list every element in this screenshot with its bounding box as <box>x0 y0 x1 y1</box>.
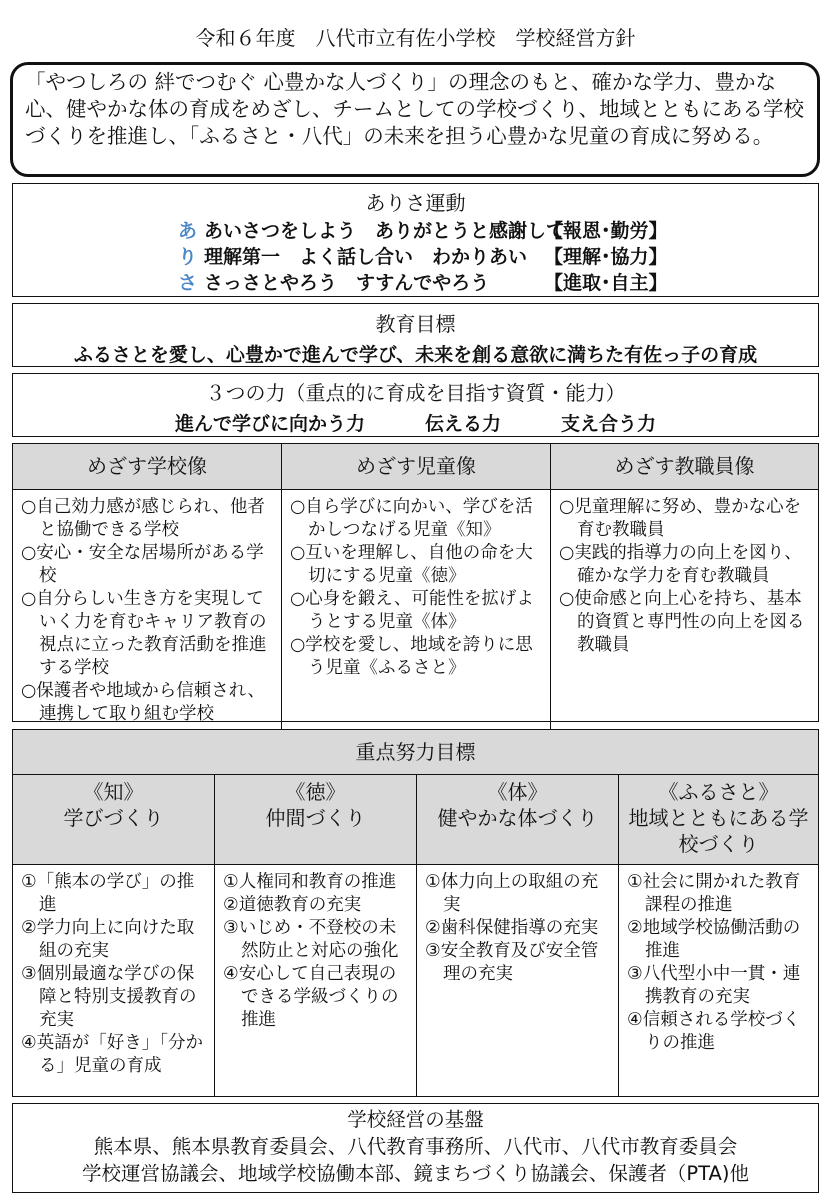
list-item: ③八代型小中一貫・連携教育の充実 <box>627 964 801 1007</box>
arisa-kana: あ <box>178 220 198 242</box>
list-item: ②道徳教育の充実 <box>223 895 362 915</box>
list-item: ○保護者や地域から信頼され、連携して取り組む学校 <box>21 681 265 724</box>
focus-list-body <box>417 865 619 1096</box>
staff-image-header: めざす教職員像 <box>551 444 818 489</box>
list-item: ○学校を愛し、地域を誇りに思う児童《ふるさと》 <box>290 635 533 678</box>
list-item: ○心身を鍛え、可能性を拡げようとする児童《体》 <box>290 589 534 632</box>
list-item: ○実践的指導力の向上を図り、確かな学力を育む教職員 <box>559 543 802 586</box>
list-item: ①「熊本の学び」の推進 <box>21 872 195 915</box>
images-table <box>12 443 819 722</box>
philosophy-box <box>10 62 820 177</box>
focus-title: 重点努力目標 <box>13 730 818 775</box>
list-item: ○自ら学びに向かい、学びを活かしつなげる児童《知》 <box>290 497 533 540</box>
arisa-kana: さ <box>178 272 198 294</box>
focus-header-hometown <box>619 775 818 864</box>
base-section <box>12 1103 819 1193</box>
list-item: ③安全教育及び安全管理の充実 <box>425 941 599 984</box>
list-item: ②学力向上に向けた取組の充実 <box>21 918 195 961</box>
staff-image-list <box>551 490 818 730</box>
goal-title: 教育目標 <box>375 312 456 336</box>
focus-header-know <box>13 775 215 864</box>
list-item: ②歯科保健指導の充実 <box>425 918 599 938</box>
arisa-tag: 【理解･協力】 <box>544 246 668 268</box>
list-item: ④英語が「好き」「分かる」児童の育成 <box>21 1033 203 1076</box>
focus-header-body <box>417 775 619 864</box>
list-item: ④安心して自己表現のできる学級づくりの推進 <box>223 964 399 1030</box>
focus-body-row <box>13 865 818 1096</box>
list-item: ○児童理解に努め、豊かな心を育む教職員 <box>559 497 802 540</box>
focus-name: 学びづくり <box>63 806 164 830</box>
powers-title: ３つの力（重点的に育成を目指す資質・能力） <box>205 381 626 405</box>
school-image-list <box>13 490 282 730</box>
list-item: ③いじめ・不登校の未然防止と対応の強化 <box>223 918 399 961</box>
goal-section <box>12 303 819 367</box>
focus-list-hometown <box>619 865 818 1096</box>
power-item: 進んで学びに向かう力 <box>174 413 365 435</box>
arisa-title: ありさ運動 <box>365 191 466 215</box>
focus-list-virtue <box>215 865 417 1096</box>
arisa-text: 理解第一 よく話し合い わかりあい <box>204 246 528 268</box>
list-item: ①体力向上の取組の充実 <box>425 872 599 915</box>
child-image-header: めざす児童像 <box>282 444 551 489</box>
focus-label: 《体》 <box>487 780 548 804</box>
arisa-tag: 【報恩･勤労】 <box>544 220 668 242</box>
base-line-1: 熊本県、熊本県教育委員会、八代教育事務所、八代市、八代市教育委員会 <box>93 1135 738 1158</box>
focus-header-row <box>13 775 818 865</box>
list-item: ○安心・安全な居場所がある学校 <box>21 543 264 586</box>
base-title: 学校経営の基盤 <box>347 1108 484 1131</box>
list-item: ②地域学校協働活動の推進 <box>627 918 801 961</box>
goal-text: ふるさとを愛し、心豊かで進んで学び、未来を創る意欲に満ちた有佐っ子の育成 <box>73 344 758 366</box>
philosophy-text: 「やつしろの 絆でつむぐ 心豊かな人づくり」の理念のもと、確かな学力、豊かな心、健やかな体の育成をめざし、チームとしての学校づくり、地域とともにある学校づくりを推進し、「ふるさと・八代」の未来を担う心豊かな児童の育成に努める。 <box>25 70 804 148</box>
list-item: ○自分らしい生き方を実現していく力を育むキャリア教育の視点に立った教育活動を推進する学校 <box>21 589 267 678</box>
list-item: ○使命感と向上心を持ち、基本的資質と専門性の向上を図る教職員 <box>559 589 805 655</box>
focus-name: 仲間づくり <box>265 806 366 830</box>
school-image-header: めざす学校像 <box>13 444 282 489</box>
power-item: 伝える力 <box>424 413 501 435</box>
power-item: 支え合う力 <box>561 413 657 435</box>
page-title: 令和６年度 八代市立有佐小学校 学校経営方針 <box>195 26 636 50</box>
focus-name: 健やかな体づくり <box>437 806 598 830</box>
child-image-list <box>282 490 551 730</box>
focus-table <box>12 729 819 1097</box>
arisa-text: さっさとやろう すすんでやろう <box>204 272 490 294</box>
arisa-line <box>178 242 668 269</box>
powers-items <box>13 409 818 436</box>
arisa-text: あいさつをしよう ありがとうと感謝して <box>204 220 566 242</box>
focus-label: 《徳》 <box>285 780 346 804</box>
powers-section <box>12 373 819 437</box>
focus-label: 《ふるさと》 <box>658 780 779 804</box>
focus-header-virtue <box>215 775 417 864</box>
focus-name: 地域とともにある学校づくり <box>628 806 809 856</box>
arisa-line <box>178 268 668 295</box>
base-line-2: 学校運営協議会、地域学校協働本部、鏡まちづくり協議会、保護者（PTA)他 <box>82 1162 749 1185</box>
focus-list-know <box>13 865 215 1096</box>
list-item: ①人権同和教育の推進 <box>223 872 397 892</box>
list-item: ①社会に開かれた教育課程の推進 <box>627 872 801 915</box>
images-header-row <box>13 444 818 490</box>
focus-label: 《知》 <box>83 780 144 804</box>
images-body-row <box>13 490 818 730</box>
arisa-section <box>12 183 819 297</box>
list-item: ○互いを理解し、自他の命を大切にする児童《徳》 <box>290 543 533 586</box>
arisa-line <box>178 216 668 243</box>
list-item: ④信頼される学校づくりの推進 <box>627 1010 801 1053</box>
arisa-tag: 【進取･自主】 <box>544 272 668 294</box>
arisa-kana: り <box>178 246 198 268</box>
list-item: ○自己効力感が感じられ、他者と協働できる学校 <box>21 497 265 540</box>
list-item: ③個別最適な学びの保障と特別支援教育の充実 <box>21 964 197 1030</box>
